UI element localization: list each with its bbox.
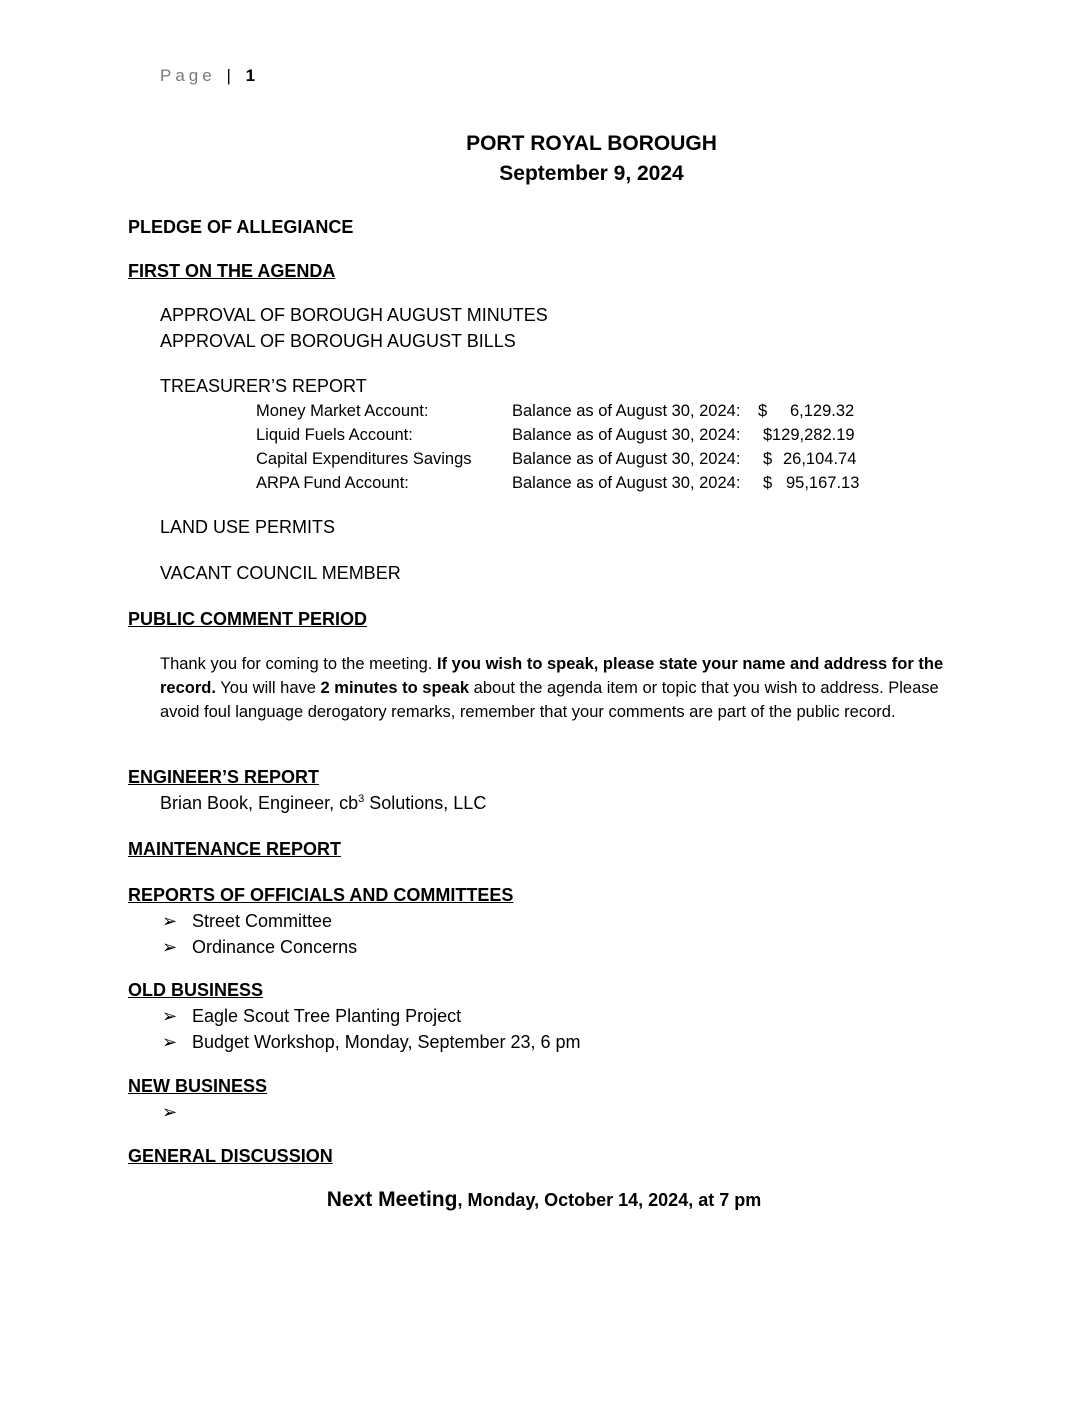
pledge-heading: PLEDGE OF ALLEGIANCE	[128, 217, 354, 237]
engineer-line-text: Solutions, LLC	[364, 793, 487, 813]
list-item	[162, 1102, 192, 1123]
arrow-bullet-icon: ➢	[162, 1102, 178, 1122]
engineer-line	[160, 793, 486, 814]
account-name: Capital Expenditures Savings	[256, 450, 472, 468]
account-amount: 95,167.13	[786, 474, 860, 492]
account-name: ARPA Fund Account:	[256, 474, 409, 492]
account-name: Money Market Account:	[256, 402, 429, 420]
page-number: 1	[245, 66, 256, 85]
public-comment-text-part: You will have	[215, 679, 321, 697]
public-comment-text	[160, 652, 965, 724]
engineer-report-heading: ENGINEER’S REPORT	[128, 767, 320, 787]
list-item	[162, 937, 357, 958]
public-comment-heading: PUBLIC COMMENT PERIOD	[128, 609, 368, 629]
arrow-bullet-icon: ➢	[162, 1006, 178, 1026]
account-balance-label: Balance as of August 30, 2024:	[512, 402, 741, 420]
approval-minutes-item: APPROVAL OF BOROUGH AUGUST MINUTES	[160, 305, 548, 325]
account-balance-label: Balance as of August 30, 2024:	[512, 426, 741, 444]
reports-officials-heading: REPORTS OF OFFICIALS AND COMMITTEES	[128, 885, 514, 905]
public-comment-bold-part: If you wish to speak, please state your name and address for the record.	[160, 655, 944, 697]
account-amount: 129,282.19	[772, 426, 855, 444]
account-amount: 26,104.74	[783, 450, 857, 468]
next-meeting-lead: Next Meeting	[326, 1188, 458, 1211]
account-balance-label: Balance as of August 30, 2024:	[512, 474, 741, 492]
treasurer-report-item: TREASURER’S REPORT	[160, 376, 367, 396]
page-separator: |	[226, 66, 231, 85]
engineer-line-superscript: 3	[358, 793, 365, 805]
arrow-bullet-icon: ➢	[162, 911, 178, 931]
vacant-council-member-item: VACANT COUNCIL MEMBER	[160, 563, 401, 583]
account-currency: $	[763, 450, 773, 468]
approval-bills-item: APPROVAL OF BOROUGH AUGUST BILLS	[160, 331, 516, 351]
list-item-label: Eagle Scout Tree Planting Project	[192, 1006, 462, 1026]
list-item-label: Street Committee	[192, 911, 333, 931]
first-on-agenda-heading: FIRST ON THE AGENDA	[128, 261, 336, 281]
page-word: Page	[160, 66, 216, 85]
arrow-bullet-icon: ➢	[162, 937, 178, 957]
arrow-bullet-icon: ➢	[162, 1032, 178, 1052]
engineer-line-text: Brian Book, Engineer, cb	[160, 793, 359, 813]
account-balance-label: Balance as of August 30, 2024:	[512, 450, 741, 468]
list-item-label: Ordinance Concerns	[192, 937, 358, 957]
public-comment-bold-part: 2 minutes to speak	[320, 679, 470, 697]
public-comment-text-part: Thank you for coming to the meeting.	[160, 655, 437, 673]
account-currency: $	[758, 402, 768, 420]
account-currency: $	[763, 426, 773, 444]
account-name: Liquid Fuels Account:	[256, 426, 413, 444]
maintenance-report-heading: MAINTENANCE REPORT	[128, 839, 342, 859]
new-business-heading: NEW BUSINESS	[128, 1076, 268, 1096]
page-header	[160, 66, 255, 86]
list-item	[162, 911, 332, 932]
general-discussion-heading: GENERAL DISCUSSION	[128, 1146, 333, 1166]
next-meeting-details: , Monday, October 14, 2024, at 7 pm	[457, 1190, 762, 1210]
account-currency: $	[763, 474, 773, 492]
public-comment-text-part: about the agenda item or topic that you wish to address. Please avoid foul language derogatory remarks, remember that your comments are part of the public record.	[160, 679, 939, 721]
next-meeting	[0, 1188, 1088, 1212]
list-item	[162, 1032, 581, 1053]
land-use-permits-item: LAND USE PERMITS	[160, 517, 336, 537]
list-item-label: Budget Workshop, Monday, September 23, 6 pm	[192, 1032, 581, 1052]
old-business-heading: OLD BUSINESS	[128, 980, 264, 1000]
account-amount: 6,129.32	[790, 402, 855, 420]
document-date: September 9, 2024	[499, 162, 684, 185]
document-title: PORT ROYAL BOROUGH	[466, 132, 717, 155]
list-item	[162, 1006, 461, 1027]
